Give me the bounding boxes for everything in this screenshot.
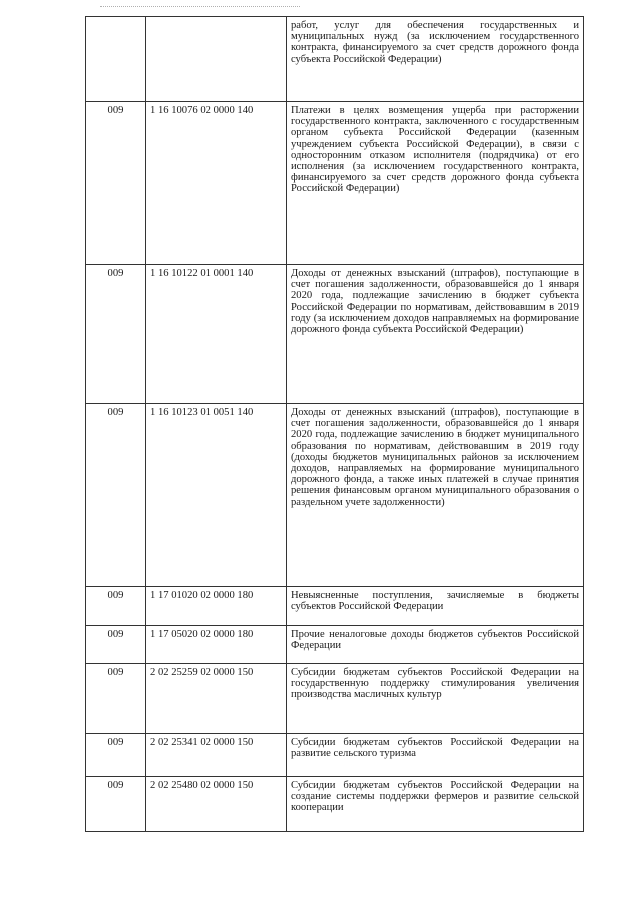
budget-code-cell: 1 16 10123 01 0051 140 xyxy=(146,404,287,587)
budget-code-cell: 2 02 25341 02 0000 150 xyxy=(146,734,287,777)
budget-code-cell: 2 02 25259 02 0000 150 xyxy=(146,664,287,734)
budget-code-cell: 1 16 10076 02 0000 140 xyxy=(146,102,287,265)
revenue-name-cell: Субсидии бюджетам субъектов Российской Федерации на развитие сельского туризма xyxy=(287,734,584,777)
admin-code-cell: 009 xyxy=(86,734,146,777)
revenue-name-cell: Доходы от денежных взысканий (штрафов), поступающие в счет погашения задолженности, образовавшейся до 1 января 2020 года, подлежащие зачислению в бюджет субъекта Российской Федерации по нормативам, действовавшим в 2019 году (за исключением доходов направляемых на формирование дорожного фонда субъекта Российской Федерации) xyxy=(287,265,584,404)
budget-code-cell: 2 02 25480 02 0000 150 xyxy=(146,777,287,832)
revenue-name-cell: Доходы от денежных взысканий (штрафов), поступающие в счет погашения задолженности, образовавшейся до 1 января 2020 года, подлежащие зачислению в бюджет муниципального образования по нормативам, действовавшим в 2019 году (доходы бюджетов муниципальных районов за исключением доходов, направляемых на формирование муниципального дорожного фонда, а также иных платежей в случае принятия решения финансовым органом муниципального образования о раздельном учете задолженности) xyxy=(287,404,584,587)
table-row xyxy=(86,17,584,102)
budget-code-cell: 1 16 10122 01 0001 140 xyxy=(146,265,287,404)
table-row xyxy=(86,404,584,587)
admin-code-cell xyxy=(86,17,146,102)
table-row xyxy=(86,664,584,734)
table-row xyxy=(86,626,584,664)
table-row xyxy=(86,587,584,626)
revenue-codes-table xyxy=(85,16,584,832)
admin-code-cell: 009 xyxy=(86,626,146,664)
revenue-name-cell: Платежи в целях возмещения ущерба при расторжении государственного контракта, заключенного с государственным органом субъекта Российской Федерации (казенным учреждением субъекта Российской Федерации), в связи с односторонним отказом исполнителя (подрядчика) от его исполнения (за исключением государственного контракта, финансируемого за счет средств дорожного фонда субъекта Российской Федерации) xyxy=(287,102,584,265)
table-row xyxy=(86,265,584,404)
table-row xyxy=(86,777,584,832)
admin-code-cell: 009 xyxy=(86,664,146,734)
admin-code-cell: 009 xyxy=(86,404,146,587)
table-row xyxy=(86,102,584,265)
budget-code-cell xyxy=(146,17,287,102)
admin-code-cell: 009 xyxy=(86,587,146,626)
table-row xyxy=(86,734,584,777)
admin-code-cell: 009 xyxy=(86,777,146,832)
revenue-name-cell: Невыясненные поступления, зачисляемые в бюджеты субъектов Российской Федерации xyxy=(287,587,584,626)
admin-code-cell: 009 xyxy=(86,102,146,265)
revenue-name-cell: работ, услуг для обеспечения государственных и муниципальных нужд (за исключением государственного контракта, финансируемого за счет средств дорожного фонда субъекта Российской Федерации) xyxy=(287,17,584,102)
revenue-name-cell: Субсидии бюджетам субъектов Российской Федерации на создание системы поддержки фермеров и развитие сельской кооперации xyxy=(287,777,584,832)
budget-code-cell: 1 17 01020 02 0000 180 xyxy=(146,587,287,626)
revenue-name-cell: Субсидии бюджетам субъектов Российской Федерации на государственную поддержку стимулирования увеличения производства масличных культур xyxy=(287,664,584,734)
budget-code-cell: 1 17 05020 02 0000 180 xyxy=(146,626,287,664)
scan-artifact-dots xyxy=(100,6,300,10)
revenue-name-cell: Прочие неналоговые доходы бюджетов субъектов Российской Федерации xyxy=(287,626,584,664)
admin-code-cell: 009 xyxy=(86,265,146,404)
